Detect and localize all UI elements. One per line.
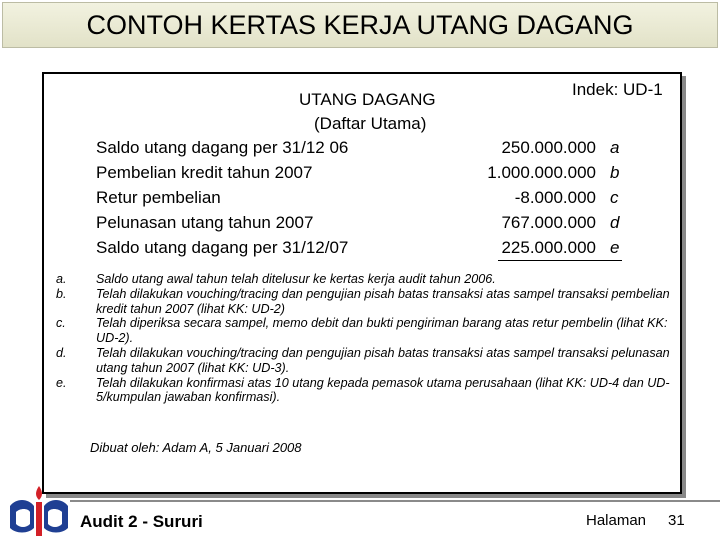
note-letter: b. [56, 286, 67, 301]
row-label: Saldo utang dagang per 31/12 06 [96, 138, 349, 157]
slide-title [2, 2, 718, 48]
page-label: Halaman [586, 512, 647, 529]
footer-course-label: Audit 2 - Sururi [80, 512, 203, 531]
row-value: 225.000.000 [501, 238, 596, 257]
row-code: e [610, 238, 620, 257]
note-letter: c. [56, 316, 66, 331]
row-code: b [610, 163, 620, 182]
note-text: Telah dilakukan vouching/tracing dan pengujian pisah batas transaksi atas sampel transaksi pembelian kredit tahun 2007 (lihat KK: UD-2) [96, 286, 670, 316]
note-text: Telah diperiksa secara sampel, memo debit dan bukti pengiriman barang atas retur pembelin (lihat KK: UD-2). [96, 316, 668, 346]
row-value: -8.000.000 [514, 188, 596, 207]
note-letter: d. [56, 345, 67, 360]
note-letters [56, 272, 67, 405]
footer-divider [70, 500, 720, 502]
note-text: Telah dilakukan vouching/tracing dan pengujian pisah batas transaksi atas sampel transaksi pelunasan utang tahun 2007 (lihat KK: UD-3). [96, 345, 670, 375]
note-texts [96, 272, 686, 405]
row-value: 1.000.000.000 [487, 163, 596, 182]
row-label: Pembelian kredit tahun 2007 [96, 163, 313, 182]
paper-subheading: (Daftar Utama) [314, 114, 427, 133]
row-label: Retur pembelian [96, 188, 221, 207]
page-number: 31 [668, 512, 685, 529]
note-text: Telah dilakukan konfirmasi atas 10 utang kepada pemasok utama perusahaan (lihat KK: UD-4 dan UD-5/kumpulan jawaban konfirmasi). [96, 375, 670, 405]
paper-heading: UTANG DAGANG [299, 90, 436, 109]
slide-title-text: CONTOH KERTAS KERJA UTANG DAGANG [86, 9, 634, 40]
row-code: c [610, 188, 619, 207]
paper-index: Indek: UD-1 [572, 80, 663, 99]
note-letter: a. [56, 272, 67, 286]
university-logo-icon [6, 484, 72, 538]
total-underline [498, 260, 622, 261]
row-code: d [610, 213, 620, 232]
row-code: a [610, 138, 620, 157]
row-value: 250.000.000 [501, 138, 596, 157]
note-text: Saldo utang awal tahun telah ditelusur ke kertas kerja audit tahun 2006. [96, 272, 496, 286]
row-label: Saldo utang dagang per 31/12/07 [96, 238, 349, 257]
row-label: Pelunasan utang tahun 2007 [96, 213, 314, 232]
working-paper [42, 72, 682, 494]
row-value: 767.000.000 [501, 213, 596, 232]
prepared-by: Dibuat oleh: Adam A, 5 Januari 2008 [90, 440, 302, 455]
note-letter: e. [56, 375, 67, 390]
